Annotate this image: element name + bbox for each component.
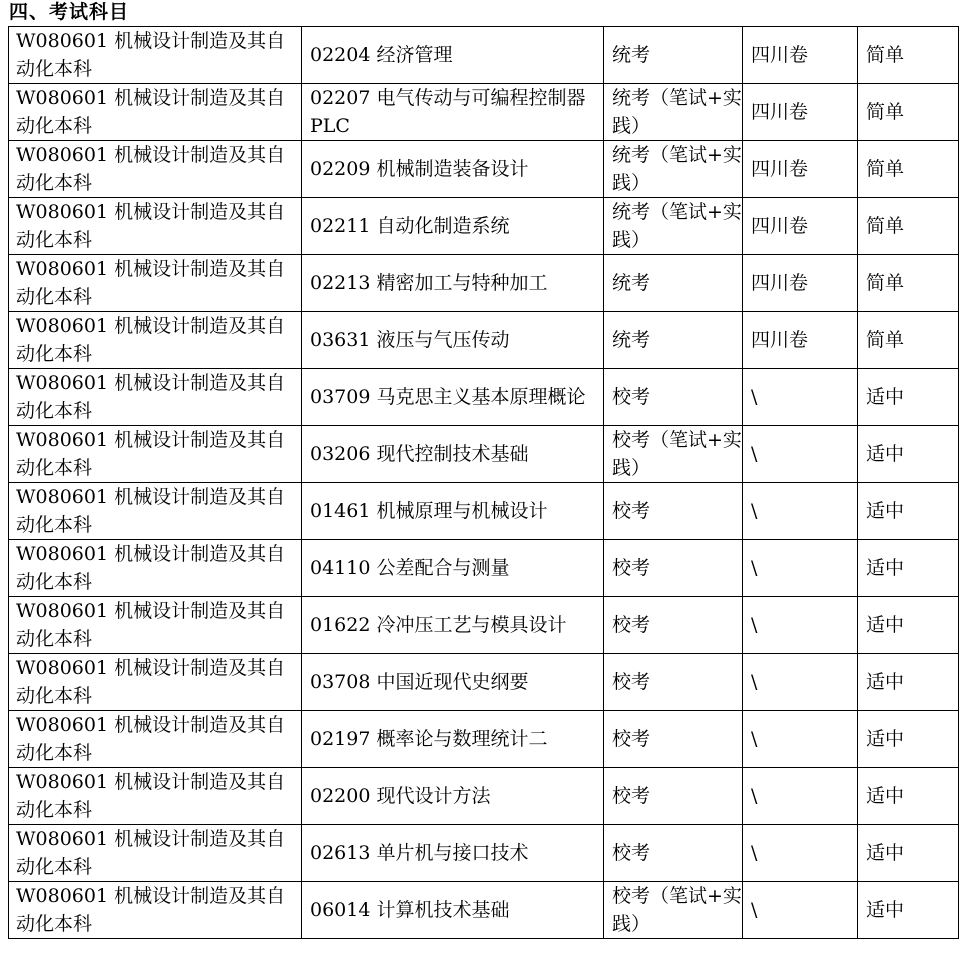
paper-cell: \ bbox=[743, 825, 858, 882]
paper-cell: \ bbox=[743, 882, 858, 939]
major-cell: W080601 机械设计制造及其自动化本科 bbox=[9, 426, 302, 483]
table-body bbox=[9, 27, 959, 939]
table-row bbox=[9, 84, 959, 141]
table-row bbox=[9, 768, 959, 825]
difficulty-cell: 适中 bbox=[858, 882, 959, 939]
major-cell: W080601 机械设计制造及其自动化本科 bbox=[9, 768, 302, 825]
major-cell: W080601 机械设计制造及其自动化本科 bbox=[9, 654, 302, 711]
difficulty-cell: 适中 bbox=[858, 540, 959, 597]
course-cell: 02200 现代设计方法 bbox=[302, 768, 604, 825]
course-cell: 02613 单片机与接口技术 bbox=[302, 825, 604, 882]
course-cell: 02209 机械制造装备设计 bbox=[302, 141, 604, 198]
paper-cell: \ bbox=[743, 483, 858, 540]
major-cell: W080601 机械设计制造及其自动化本科 bbox=[9, 597, 302, 654]
difficulty-cell: 适中 bbox=[858, 768, 959, 825]
section-title: 四、考试科目 bbox=[9, 1, 130, 23]
paper-cell: \ bbox=[743, 426, 858, 483]
difficulty-cell: 简单 bbox=[858, 255, 959, 312]
paper-cell: \ bbox=[743, 597, 858, 654]
exam-type-cell: 统考 bbox=[604, 27, 743, 84]
difficulty-cell: 简单 bbox=[858, 27, 959, 84]
major-cell: W080601 机械设计制造及其自动化本科 bbox=[9, 369, 302, 426]
exam-type-cell: 校考 bbox=[604, 369, 743, 426]
paper-cell: \ bbox=[743, 711, 858, 768]
paper-cell: \ bbox=[743, 369, 858, 426]
exam-type-cell: 校考 bbox=[604, 825, 743, 882]
exam-type-cell: 校考 bbox=[604, 711, 743, 768]
paper-cell: 四川卷 bbox=[743, 141, 858, 198]
course-cell: 03631 液压与气压传动 bbox=[302, 312, 604, 369]
paper-cell: \ bbox=[743, 654, 858, 711]
course-cell: 02213 精密加工与特种加工 bbox=[302, 255, 604, 312]
table-row bbox=[9, 540, 959, 597]
major-cell: W080601 机械设计制造及其自动化本科 bbox=[9, 198, 302, 255]
course-cell: 06014 计算机技术基础 bbox=[302, 882, 604, 939]
table-row bbox=[9, 426, 959, 483]
table-row bbox=[9, 141, 959, 198]
difficulty-cell: 简单 bbox=[858, 198, 959, 255]
exam-type-cell: 统考 bbox=[604, 255, 743, 312]
exam-type-cell: 校考 bbox=[604, 597, 743, 654]
major-cell: W080601 机械设计制造及其自动化本科 bbox=[9, 711, 302, 768]
exam-type-cell: 统考（笔试+实践） bbox=[604, 198, 743, 255]
paper-cell: \ bbox=[743, 768, 858, 825]
difficulty-cell: 适中 bbox=[858, 597, 959, 654]
paper-cell: 四川卷 bbox=[743, 255, 858, 312]
difficulty-cell: 适中 bbox=[858, 369, 959, 426]
exam-subjects-table bbox=[8, 26, 959, 939]
course-cell: 03206 现代控制技术基础 bbox=[302, 426, 604, 483]
exam-type-cell: 校考（笔试+实践） bbox=[604, 426, 743, 483]
table-row bbox=[9, 882, 959, 939]
difficulty-cell: 简单 bbox=[858, 141, 959, 198]
major-cell: W080601 机械设计制造及其自动化本科 bbox=[9, 27, 302, 84]
exam-type-cell: 校考 bbox=[604, 540, 743, 597]
difficulty-cell: 适中 bbox=[858, 426, 959, 483]
paper-cell: 四川卷 bbox=[743, 198, 858, 255]
major-cell: W080601 机械设计制造及其自动化本科 bbox=[9, 141, 302, 198]
course-cell: 01622 冷冲压工艺与模具设计 bbox=[302, 597, 604, 654]
table-row bbox=[9, 312, 959, 369]
course-cell: 04110 公差配合与测量 bbox=[302, 540, 604, 597]
table-row bbox=[9, 255, 959, 312]
difficulty-cell: 适中 bbox=[858, 825, 959, 882]
exam-type-cell: 校考 bbox=[604, 768, 743, 825]
paper-cell: 四川卷 bbox=[743, 312, 858, 369]
major-cell: W080601 机械设计制造及其自动化本科 bbox=[9, 84, 302, 141]
major-cell: W080601 机械设计制造及其自动化本科 bbox=[9, 540, 302, 597]
course-cell: 02207 电气传动与可编程控制器 PLC bbox=[302, 84, 604, 141]
major-cell: W080601 机械设计制造及其自动化本科 bbox=[9, 312, 302, 369]
course-cell: 02197 概率论与数理统计二 bbox=[302, 711, 604, 768]
major-cell: W080601 机械设计制造及其自动化本科 bbox=[9, 483, 302, 540]
exam-type-cell: 校考 bbox=[604, 654, 743, 711]
difficulty-cell: 适中 bbox=[858, 483, 959, 540]
table-row bbox=[9, 483, 959, 540]
table-row bbox=[9, 27, 959, 84]
course-cell: 01461 机械原理与机械设计 bbox=[302, 483, 604, 540]
table-row bbox=[9, 825, 959, 882]
course-cell: 02211 自动化制造系统 bbox=[302, 198, 604, 255]
table-row bbox=[9, 597, 959, 654]
course-cell: 03708 中国近现代史纲要 bbox=[302, 654, 604, 711]
exam-type-cell: 统考（笔试+实践） bbox=[604, 84, 743, 141]
difficulty-cell: 简单 bbox=[858, 84, 959, 141]
table-row bbox=[9, 369, 959, 426]
exam-type-cell: 校考（笔试+实践） bbox=[604, 882, 743, 939]
table-row bbox=[9, 198, 959, 255]
difficulty-cell: 适中 bbox=[858, 654, 959, 711]
major-cell: W080601 机械设计制造及其自动化本科 bbox=[9, 882, 302, 939]
exam-type-cell: 统考 bbox=[604, 312, 743, 369]
course-cell: 03709 马克思主义基本原理概论 bbox=[302, 369, 604, 426]
paper-cell: \ bbox=[743, 540, 858, 597]
table-row bbox=[9, 711, 959, 768]
exam-type-cell: 统考（笔试+实践） bbox=[604, 141, 743, 198]
major-cell: W080601 机械设计制造及其自动化本科 bbox=[9, 825, 302, 882]
paper-cell: 四川卷 bbox=[743, 27, 858, 84]
difficulty-cell: 简单 bbox=[858, 312, 959, 369]
difficulty-cell: 适中 bbox=[858, 711, 959, 768]
table-row bbox=[9, 654, 959, 711]
course-cell: 02204 经济管理 bbox=[302, 27, 604, 84]
paper-cell: 四川卷 bbox=[743, 84, 858, 141]
major-cell: W080601 机械设计制造及其自动化本科 bbox=[9, 255, 302, 312]
exam-type-cell: 校考 bbox=[604, 483, 743, 540]
